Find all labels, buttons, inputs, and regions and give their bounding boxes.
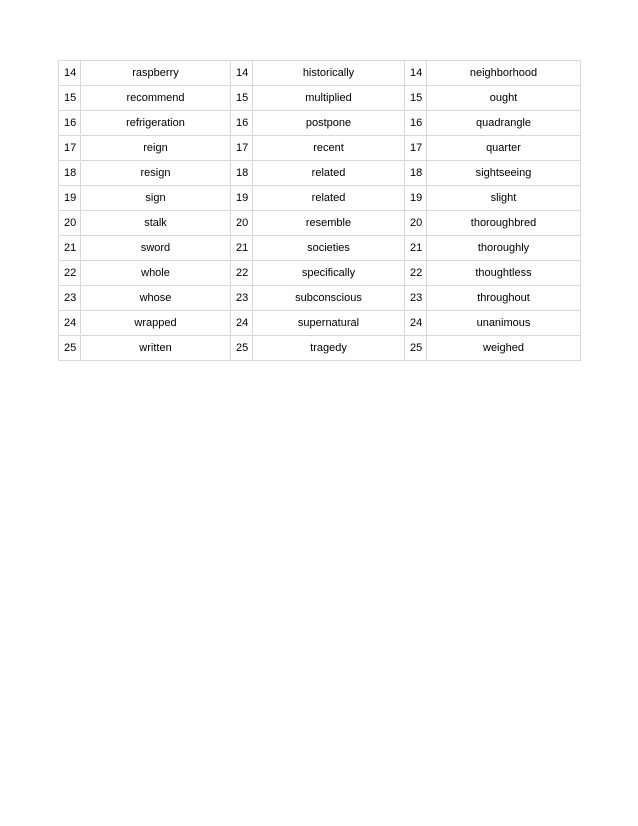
row-number: 22	[231, 261, 253, 286]
word-cell: written	[81, 336, 231, 361]
row-number: 14	[59, 61, 81, 86]
word-cell: thoughtless	[427, 261, 581, 286]
word-cell: reign	[81, 136, 231, 161]
table-row	[59, 86, 581, 111]
word-cell: whose	[81, 286, 231, 311]
row-number: 15	[231, 86, 253, 111]
row-number: 18	[59, 161, 81, 186]
table-row	[59, 336, 581, 361]
word-cell: postpone	[253, 111, 405, 136]
word-cell: supernatural	[253, 311, 405, 336]
row-number: 19	[405, 186, 427, 211]
row-number: 21	[405, 236, 427, 261]
row-number: 24	[231, 311, 253, 336]
table-row	[59, 161, 581, 186]
word-cell: unanimous	[427, 311, 581, 336]
word-cell: subconscious	[253, 286, 405, 311]
table-row	[59, 136, 581, 161]
row-number: 25	[405, 336, 427, 361]
word-cell: weighed	[427, 336, 581, 361]
row-number: 16	[405, 111, 427, 136]
row-number: 23	[59, 286, 81, 311]
word-cell: slight	[427, 186, 581, 211]
word-cell: whole	[81, 261, 231, 286]
row-number: 25	[59, 336, 81, 361]
row-number: 14	[231, 61, 253, 86]
table-row	[59, 186, 581, 211]
word-cell: recent	[253, 136, 405, 161]
row-number: 20	[59, 211, 81, 236]
row-number: 21	[231, 236, 253, 261]
row-number: 23	[405, 286, 427, 311]
word-cell: thoroughbred	[427, 211, 581, 236]
spelling-word-table	[58, 60, 581, 361]
row-number: 24	[405, 311, 427, 336]
word-cell: specifically	[253, 261, 405, 286]
word-cell: related	[253, 186, 405, 211]
word-cell: refrigeration	[81, 111, 231, 136]
word-cell: quarter	[427, 136, 581, 161]
table-row	[59, 211, 581, 236]
word-cell: raspberry	[81, 61, 231, 86]
word-cell: quadrangle	[427, 111, 581, 136]
word-cell: neighborhood	[427, 61, 581, 86]
row-number: 17	[231, 136, 253, 161]
row-number: 25	[231, 336, 253, 361]
word-cell: tragedy	[253, 336, 405, 361]
row-number: 23	[231, 286, 253, 311]
row-number: 18	[231, 161, 253, 186]
row-number: 15	[405, 86, 427, 111]
row-number: 17	[59, 136, 81, 161]
word-cell: sightseeing	[427, 161, 581, 186]
row-number: 21	[59, 236, 81, 261]
table-row	[59, 111, 581, 136]
row-number: 14	[405, 61, 427, 86]
row-number: 22	[59, 261, 81, 286]
word-cell: resemble	[253, 211, 405, 236]
row-number: 16	[59, 111, 81, 136]
row-number: 24	[59, 311, 81, 336]
table-row	[59, 261, 581, 286]
row-number: 19	[231, 186, 253, 211]
word-cell: stalk	[81, 211, 231, 236]
word-cell: ought	[427, 86, 581, 111]
word-cell: recommend	[81, 86, 231, 111]
word-cell: related	[253, 161, 405, 186]
word-cell: sword	[81, 236, 231, 261]
word-cell: wrapped	[81, 311, 231, 336]
row-number: 19	[59, 186, 81, 211]
table-row	[59, 286, 581, 311]
row-number: 20	[231, 211, 253, 236]
table-row	[59, 61, 581, 86]
word-cell: historically	[253, 61, 405, 86]
row-number: 15	[59, 86, 81, 111]
table-row	[59, 311, 581, 336]
word-cell: resign	[81, 161, 231, 186]
row-number: 22	[405, 261, 427, 286]
word-cell: throughout	[427, 286, 581, 311]
row-number: 16	[231, 111, 253, 136]
word-cell: societies	[253, 236, 405, 261]
row-number: 18	[405, 161, 427, 186]
row-number: 17	[405, 136, 427, 161]
word-cell: thoroughly	[427, 236, 581, 261]
table-row	[59, 236, 581, 261]
row-number: 20	[405, 211, 427, 236]
word-cell: sign	[81, 186, 231, 211]
word-cell: multiplied	[253, 86, 405, 111]
